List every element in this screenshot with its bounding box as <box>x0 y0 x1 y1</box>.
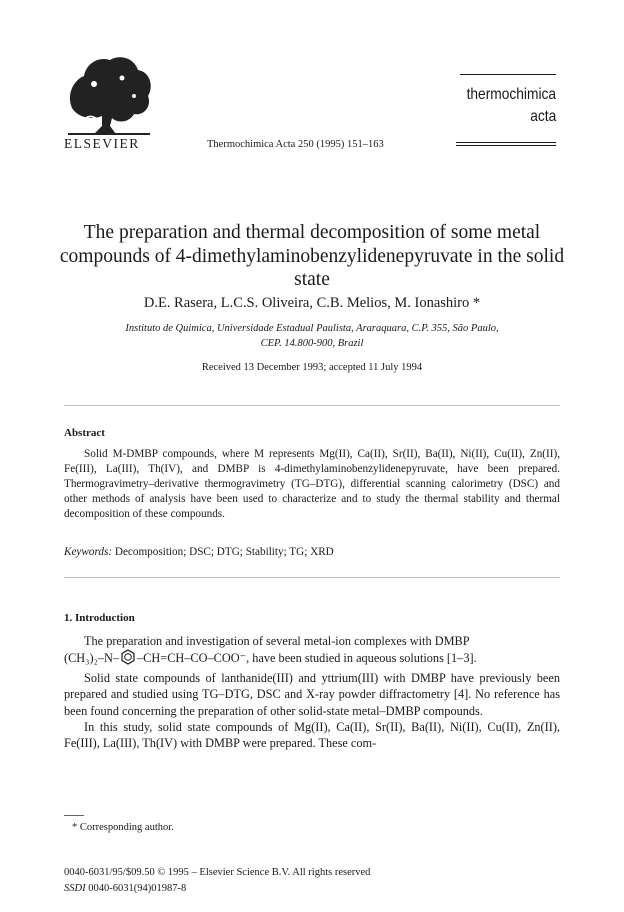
ssdi <box>64 883 186 894</box>
journal-name: thermochimica <box>466 86 556 103</box>
abstract-heading: Abstract <box>64 427 105 439</box>
formula-prefix: (CH₃)₂–N– <box>64 651 120 666</box>
benzene-ring-icon <box>120 649 136 669</box>
dmbp-formula <box>64 649 560 669</box>
keywords <box>64 546 560 558</box>
received-dates: Received 13 December 1993; accepted 11 July 1994 <box>201 362 423 373</box>
publisher-name: ELSEVIER <box>64 136 140 151</box>
intro-paragraph-3: In this study, solid state compounds of Mg(II), Ca(II), Sr(II), Ba(II), Ni(II), Cu(II), Zn(II), Fe(III), La(III), Th(IV) with DMBP were prepared. These com- <box>64 720 560 751</box>
ssdi-value: 0040-6031(94)01987-8 <box>88 883 187 894</box>
divider-bottom <box>64 577 560 578</box>
keywords-label: Keywords: <box>64 546 113 558</box>
intro-paragraph-1 <box>64 633 560 670</box>
footnote-rule <box>64 815 84 816</box>
affiliation-line-1: Instituto de Quimica, Universidade Estadual Paulista, Araraquara, C.P. 355, São Paulo, <box>125 323 499 334</box>
article-authors: D.E. Rasera, L.C.S. Oliveira, C.B. Melios, M. Ionashiro * <box>143 295 481 311</box>
affiliation-line-2: CEP. 14.800-900, Brazil <box>260 337 364 349</box>
journal-rule-bottom <box>456 142 556 143</box>
journal-citation: Thermochimica Acta 250 (1995) 151–163 <box>207 139 384 150</box>
issn-copyright: 0040-6031/95/$09.50 © 1995 – Elsevier Science B.V. All rights reserved <box>64 867 371 878</box>
intro-paragraph-2: Solid state compounds of lanthanide(III) and yttrium(III) with DMBP have previously been prepared and studied using TG–DTG, DSC and X-ray powder diffractometry [4]. No reference has been found concerning the preparation of other solid-state metal–DMBP compounds. <box>64 670 560 718</box>
introduction-body <box>64 633 560 752</box>
author-affiliation <box>40 322 584 351</box>
ssdi-label: SSDI <box>64 883 86 894</box>
abstract-text: Solid M-DMBP compounds, where M represents Mg(II), Ca(II), Sr(II), Ba(II), Ni(II), Cu(II), Zn(II), Fe(III), La(III), Th(IV), and DMBP is 4-dimethylaminobenzylidenepyruvate, have been prepared. Thermogravimetry–derivative thermogravimetry (TG–DTG), differential scanning calorimetry (DSC) and other methods of analysis have been used to characterize and to study the thermal stability and thermal decomposition of these compounds. <box>64 448 560 520</box>
section-heading-introduction: 1. Introduction <box>64 612 135 624</box>
journal-name-sub: acta <box>529 108 556 125</box>
corresponding-author-footnote: * Corresponding author. <box>72 822 174 833</box>
divider-top <box>64 405 560 406</box>
journal-rule-bottom-2 <box>456 145 556 146</box>
elsevier-tree-logo <box>64 50 154 136</box>
journal-rule-top <box>460 74 556 75</box>
keywords-list: Decomposition; DSC; DTG; Stability; TG; XRD <box>114 546 334 558</box>
article-title: The preparation and thermal decomposition of some metal compounds of 4-dimethylaminobenzylidenepyruvate in the solid state <box>59 222 565 290</box>
formula-suffix: –CH=CH–CO–COO⁻, have been studied in aqueous solutions [1–3]. <box>137 651 477 666</box>
intro-p1-start: The preparation and investigation of several metal-ion complexes with DMBP <box>84 634 470 648</box>
